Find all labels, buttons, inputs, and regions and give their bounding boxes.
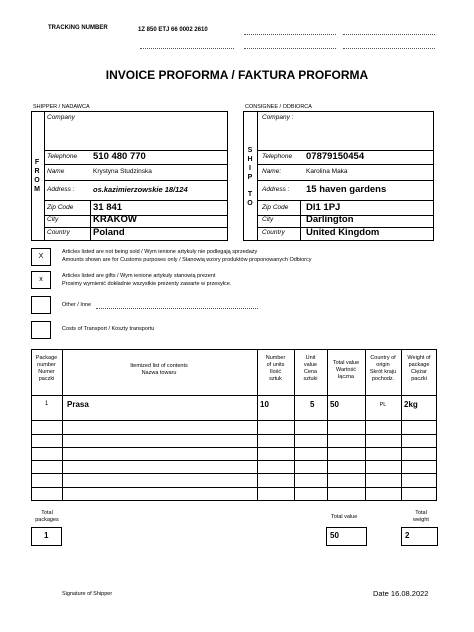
row-units: 10 [260, 400, 269, 409]
consignee-zip-label: Zip Code [262, 204, 289, 211]
not-sold-text-line2: Amounts shown are for Customs purposes only / Stanowią wzory produktów proponowanych Odbiorcy [62, 257, 312, 263]
total-weight-box [401, 527, 438, 546]
gifts-text-line2: Prosimy wymienić dokładnie wszystkie prezenty zawarte w przesyłce. [62, 281, 232, 287]
tracking-dotted-line [244, 48, 336, 49]
consignee-side-letter: P [247, 174, 253, 181]
not-sold-text-line1: Articles listed are not being sold / Wym ienione artykuły nie podlegają sprzedaży [62, 249, 258, 255]
shipper-country-value: Poland [93, 227, 125, 238]
consignee-name-value: Karolina Maka [306, 168, 348, 175]
shipper-side-letter: F [34, 159, 40, 166]
consignee-side-letter: H [247, 156, 253, 163]
consignee-side-letter: I [249, 165, 251, 172]
consignee-telephone-value: 07879150454 [306, 151, 365, 162]
shipper-side-letter: R [34, 168, 40, 175]
other-label: Other / Inne [62, 302, 92, 308]
consignee-side-letter: O [247, 200, 253, 207]
header-weight: Weight of package Ciężar paczki [407, 355, 431, 382]
shipper-company-label: Company [47, 114, 75, 121]
shipper-side-letter: M [34, 186, 40, 193]
consignee-city-value: Darlington [306, 214, 354, 225]
tracking-dotted-line [343, 34, 435, 35]
header-unit-value: Unit value Cena sztuki [303, 355, 318, 382]
tracking-dotted-line [244, 34, 336, 35]
consignee-company-label: Company : [262, 114, 294, 121]
transport-checkbox[interactable] [31, 321, 51, 339]
shipper-city-value: KRAKOW [93, 214, 137, 225]
consignee-telephone-label: Telephone [262, 153, 293, 160]
tracking-number-label: TRACKING NUMBER [48, 25, 108, 31]
shipper-city-label: City [47, 216, 59, 223]
consignee-address-label: Address : [262, 186, 290, 193]
gifts-text-line1: Articles listed are gifts / Wym ienione artykuły stanowią prezent [62, 273, 216, 279]
tracking-number-value: 1Z 850 ETJ 66 0002 2610 [138, 27, 208, 33]
shipper-telephone-value: 510 480 770 [93, 151, 146, 162]
consignee-name-label: Name: [262, 168, 282, 175]
row-weight: 2kg [404, 400, 418, 409]
header-total-value: Total value Wartość łączna [332, 360, 360, 380]
shipper-telephone-label: Telephone [47, 153, 78, 160]
row-item: Prasa [67, 400, 89, 409]
shipper-zip-value: 31 841 [93, 202, 123, 213]
consignee-zip-value: Dl1 1PJ [306, 202, 341, 213]
shipper-address-label: Address : [47, 186, 75, 193]
row-total-value: 50 [330, 400, 339, 409]
consignee-side-letter: S [247, 147, 253, 154]
total-value-label: Total value [331, 514, 358, 520]
shipper-side-letter: O [34, 177, 40, 184]
total-weight-value: 2 [405, 531, 410, 540]
consignee-side-letter: T [247, 191, 253, 198]
row-origin: PL [379, 402, 387, 408]
consignee-country-label: Country [262, 229, 285, 236]
header-items: Itemized list of contents Nazwa towaru [130, 363, 188, 376]
gifts-checkbox[interactable]: x [31, 271, 51, 289]
shipper-section-label: SHIPPER / NADAWCA [33, 104, 90, 110]
tracking-dotted-line [140, 48, 234, 49]
consignee-address-value: 15 haven gardens [306, 184, 387, 195]
total-weight-label: Total weight [413, 510, 429, 523]
shipper-address-value: os.kazimierzowskie 18/124 [93, 185, 188, 194]
consignee-city-label: City [262, 216, 274, 223]
shipper-name-label: Name [47, 168, 65, 175]
transport-label: Costs of Transport / Koszty transportu [62, 326, 155, 332]
total-value-box [326, 527, 367, 546]
total-packages-value: 1 [44, 531, 49, 540]
tracking-dotted-line [343, 48, 435, 49]
total-packages-box [31, 527, 62, 546]
date-text: Date 16.08.2022 [373, 589, 429, 598]
row-unit-value: 5 [310, 400, 315, 409]
consignee-section-label: CONSIGNEE / ODBIORCA [245, 104, 312, 110]
row-package: 1 [44, 401, 49, 407]
shipper-name-value: Krystyna Studzinska [93, 168, 152, 175]
page-title: INVOICE PROFORMA / FAKTURA PROFORMA [105, 68, 369, 82]
consignee-country-value: United Kingdom [306, 227, 380, 238]
header-origin: Country of origin Skrót kraju pochodz. [369, 355, 397, 382]
shipper-country-label: Country [47, 229, 70, 236]
signature-label: Signature of Shipper [62, 591, 113, 597]
other-checkbox[interactable] [31, 296, 51, 314]
total-value-value: 50 [330, 531, 339, 540]
total-packages-label: Total packages [35, 510, 59, 523]
other-dotted-line [96, 308, 258, 309]
shipper-zip-label: Zip Code [47, 204, 74, 211]
header-package: Package number Numer paczki [35, 355, 58, 382]
not-sold-checkbox[interactable]: X [31, 248, 51, 266]
header-units: Number of units Ilość sztuk [265, 355, 286, 382]
